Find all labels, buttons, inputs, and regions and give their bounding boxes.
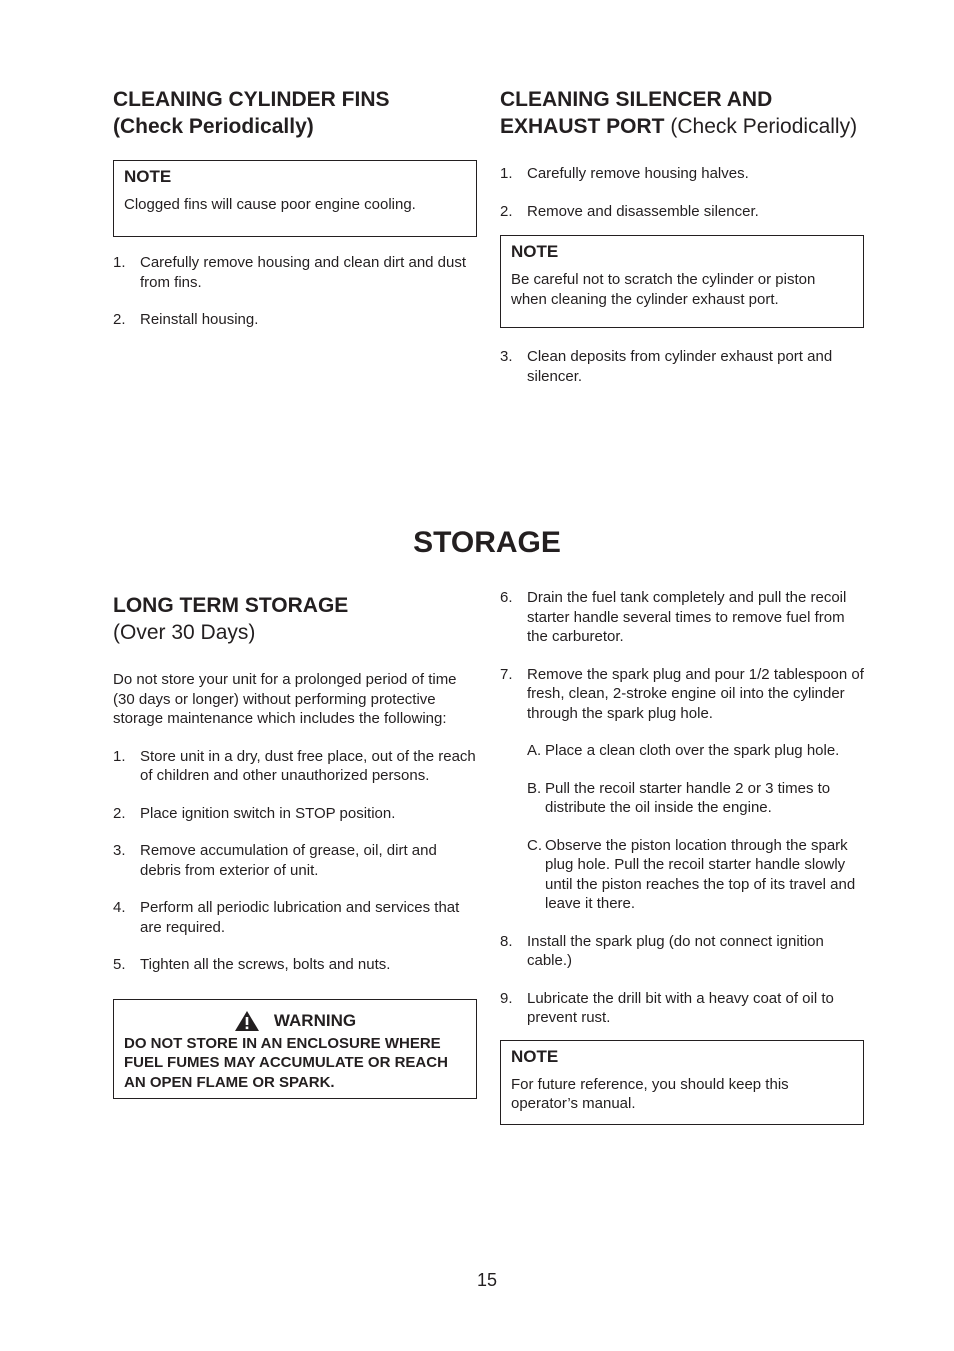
fins-heading-sub: (Check Periodically) [113,115,314,138]
list-item [113,841,477,880]
step-number: B. [527,779,542,797]
storage-subheading: (Over 30 Days) [113,621,256,644]
step-number: 2. [500,202,513,220]
storage-intro: Do not store your unit for a prolonged period of time (30 days or longer) without performing protective storage maintenance which includes the following: [113,671,457,727]
silencer-heading-light: (Check Periodically) [664,115,858,138]
step-number: 4. [113,899,126,916]
list-item [500,989,864,1028]
list-item [500,588,864,647]
step-text: Pull the recoil starter handle 2 or 3 times to distribute the oil inside the engine. [545,779,831,816]
step-text: Carefully remove housing halves. [527,165,749,182]
warning-title: WARNING [273,1010,357,1030]
warning-text: DO NOT STORE IN AN ENCLOSURE WHERE FUEL FUMES MAY ACCUMULATE OR REACH AN OPEN FLAME OR SPARK. [124,1034,448,1091]
warning-triangle-icon [234,1010,260,1032]
storage-left-section [113,592,477,1099]
list-item [113,804,477,824]
list-item [500,836,864,914]
step-text: Install the spark plug (do not connect ignition cable.) [527,932,824,969]
step-number: 1. [113,254,126,271]
note-title: NOTE [124,167,172,186]
storage-note-box [500,1040,864,1125]
storage-steps-right-a [500,588,864,723]
step-text: Reinstall housing. [140,311,259,328]
step-number: 3. [113,842,126,859]
fins-heading: CLEANING CYLINDER FINS [113,88,390,111]
silencer-note-box [500,235,864,328]
step-text: Remove and disassemble silencer. [527,202,759,220]
fins-steps [113,253,477,330]
step-text: Clean deposits from cylinder exhaust port and silencer. [527,348,833,385]
step-text: Observe the piston location through the spark plug hole. Pull the recoil starter handle slowly until the piston reaches the top of its travel and leave it there. [545,836,856,912]
page-number: 15 [476,1270,498,1290]
list-item [500,779,864,818]
fins-note-box [113,160,477,237]
step-text: Store unit in a dry, dust free place, out of the reach of children and other unauthorized persons. [140,747,476,784]
note-title: NOTE [511,1046,559,1066]
step-text: Perform all periodic lubrication and services that are required. [140,899,460,936]
silencer-heading [500,86,864,140]
list-item [500,665,864,724]
fins-section [113,86,477,348]
page-title: STORAGE [413,526,561,559]
storage-steps-right-b [500,932,864,1028]
warning-header [124,1008,466,1032]
step-text: Carefully remove housing and clean dirt and dust from fins. [140,254,467,291]
list-item [500,741,864,761]
storage-substeps [500,741,864,914]
list-item [113,747,477,786]
silencer-heading-bold: CLEANING SILENCER AND EXHAUST PORT [500,88,773,138]
step-text: Tighten all the screws, bolts and nuts. [140,956,391,973]
list-item [500,932,864,971]
step-number: 9. [500,989,513,1007]
list-item [500,164,864,184]
list-item [113,253,477,292]
warning-box [113,999,477,1099]
step-number: 3. [500,348,513,365]
list-item [500,202,864,222]
step-text: Remove the spark plug and pour 1/2 tablespoon of fresh, clean, 2-stroke engine oil into the cylinder through the spark plug hole. [527,665,864,722]
list-item [113,898,477,937]
step-number: C. [527,836,542,854]
note-title: NOTE [511,242,559,261]
storage-steps-left [113,747,477,975]
list-item [113,310,477,330]
step-number: 1. [113,747,126,765]
silencer-section [500,86,864,404]
step-number: 6. [500,589,513,606]
list-item [500,347,864,386]
step-number: 8. [500,932,513,950]
step-number: A. [527,742,542,759]
silencer-steps-b [500,347,864,386]
step-number: 1. [500,165,513,182]
step-number: 2. [113,311,126,328]
storage-right-section [500,588,864,1125]
step-text: Place ignition switch in STOP position. [140,804,396,822]
step-text: Place a clean cloth over the spark plug hole. [545,742,840,759]
note-text: Clogged fins will cause poor engine cooling. [124,196,416,213]
step-text: Lubricate the drill bit with a heavy coat of oil to prevent rust. [527,989,834,1026]
list-item [113,955,477,975]
step-number: 7. [500,665,513,683]
step-number: 5. [113,956,126,973]
step-number: 2. [113,804,126,822]
storage-heading: LONG TERM STORAGE [113,594,349,617]
step-text: Remove accumulation of grease, oil, dirt and debris from exterior of unit. [140,842,437,879]
silencer-steps-a [500,164,864,221]
note-text: For future reference, you should keep this operator’s manual. [511,1075,789,1112]
note-text: Be careful not to scratch the cylinder or piston when cleaning the cylinder exhaust port. [511,271,816,308]
step-text: Drain the fuel tank completely and pull the recoil starter handle several times to remove fuel from the carburetor. [527,589,847,645]
